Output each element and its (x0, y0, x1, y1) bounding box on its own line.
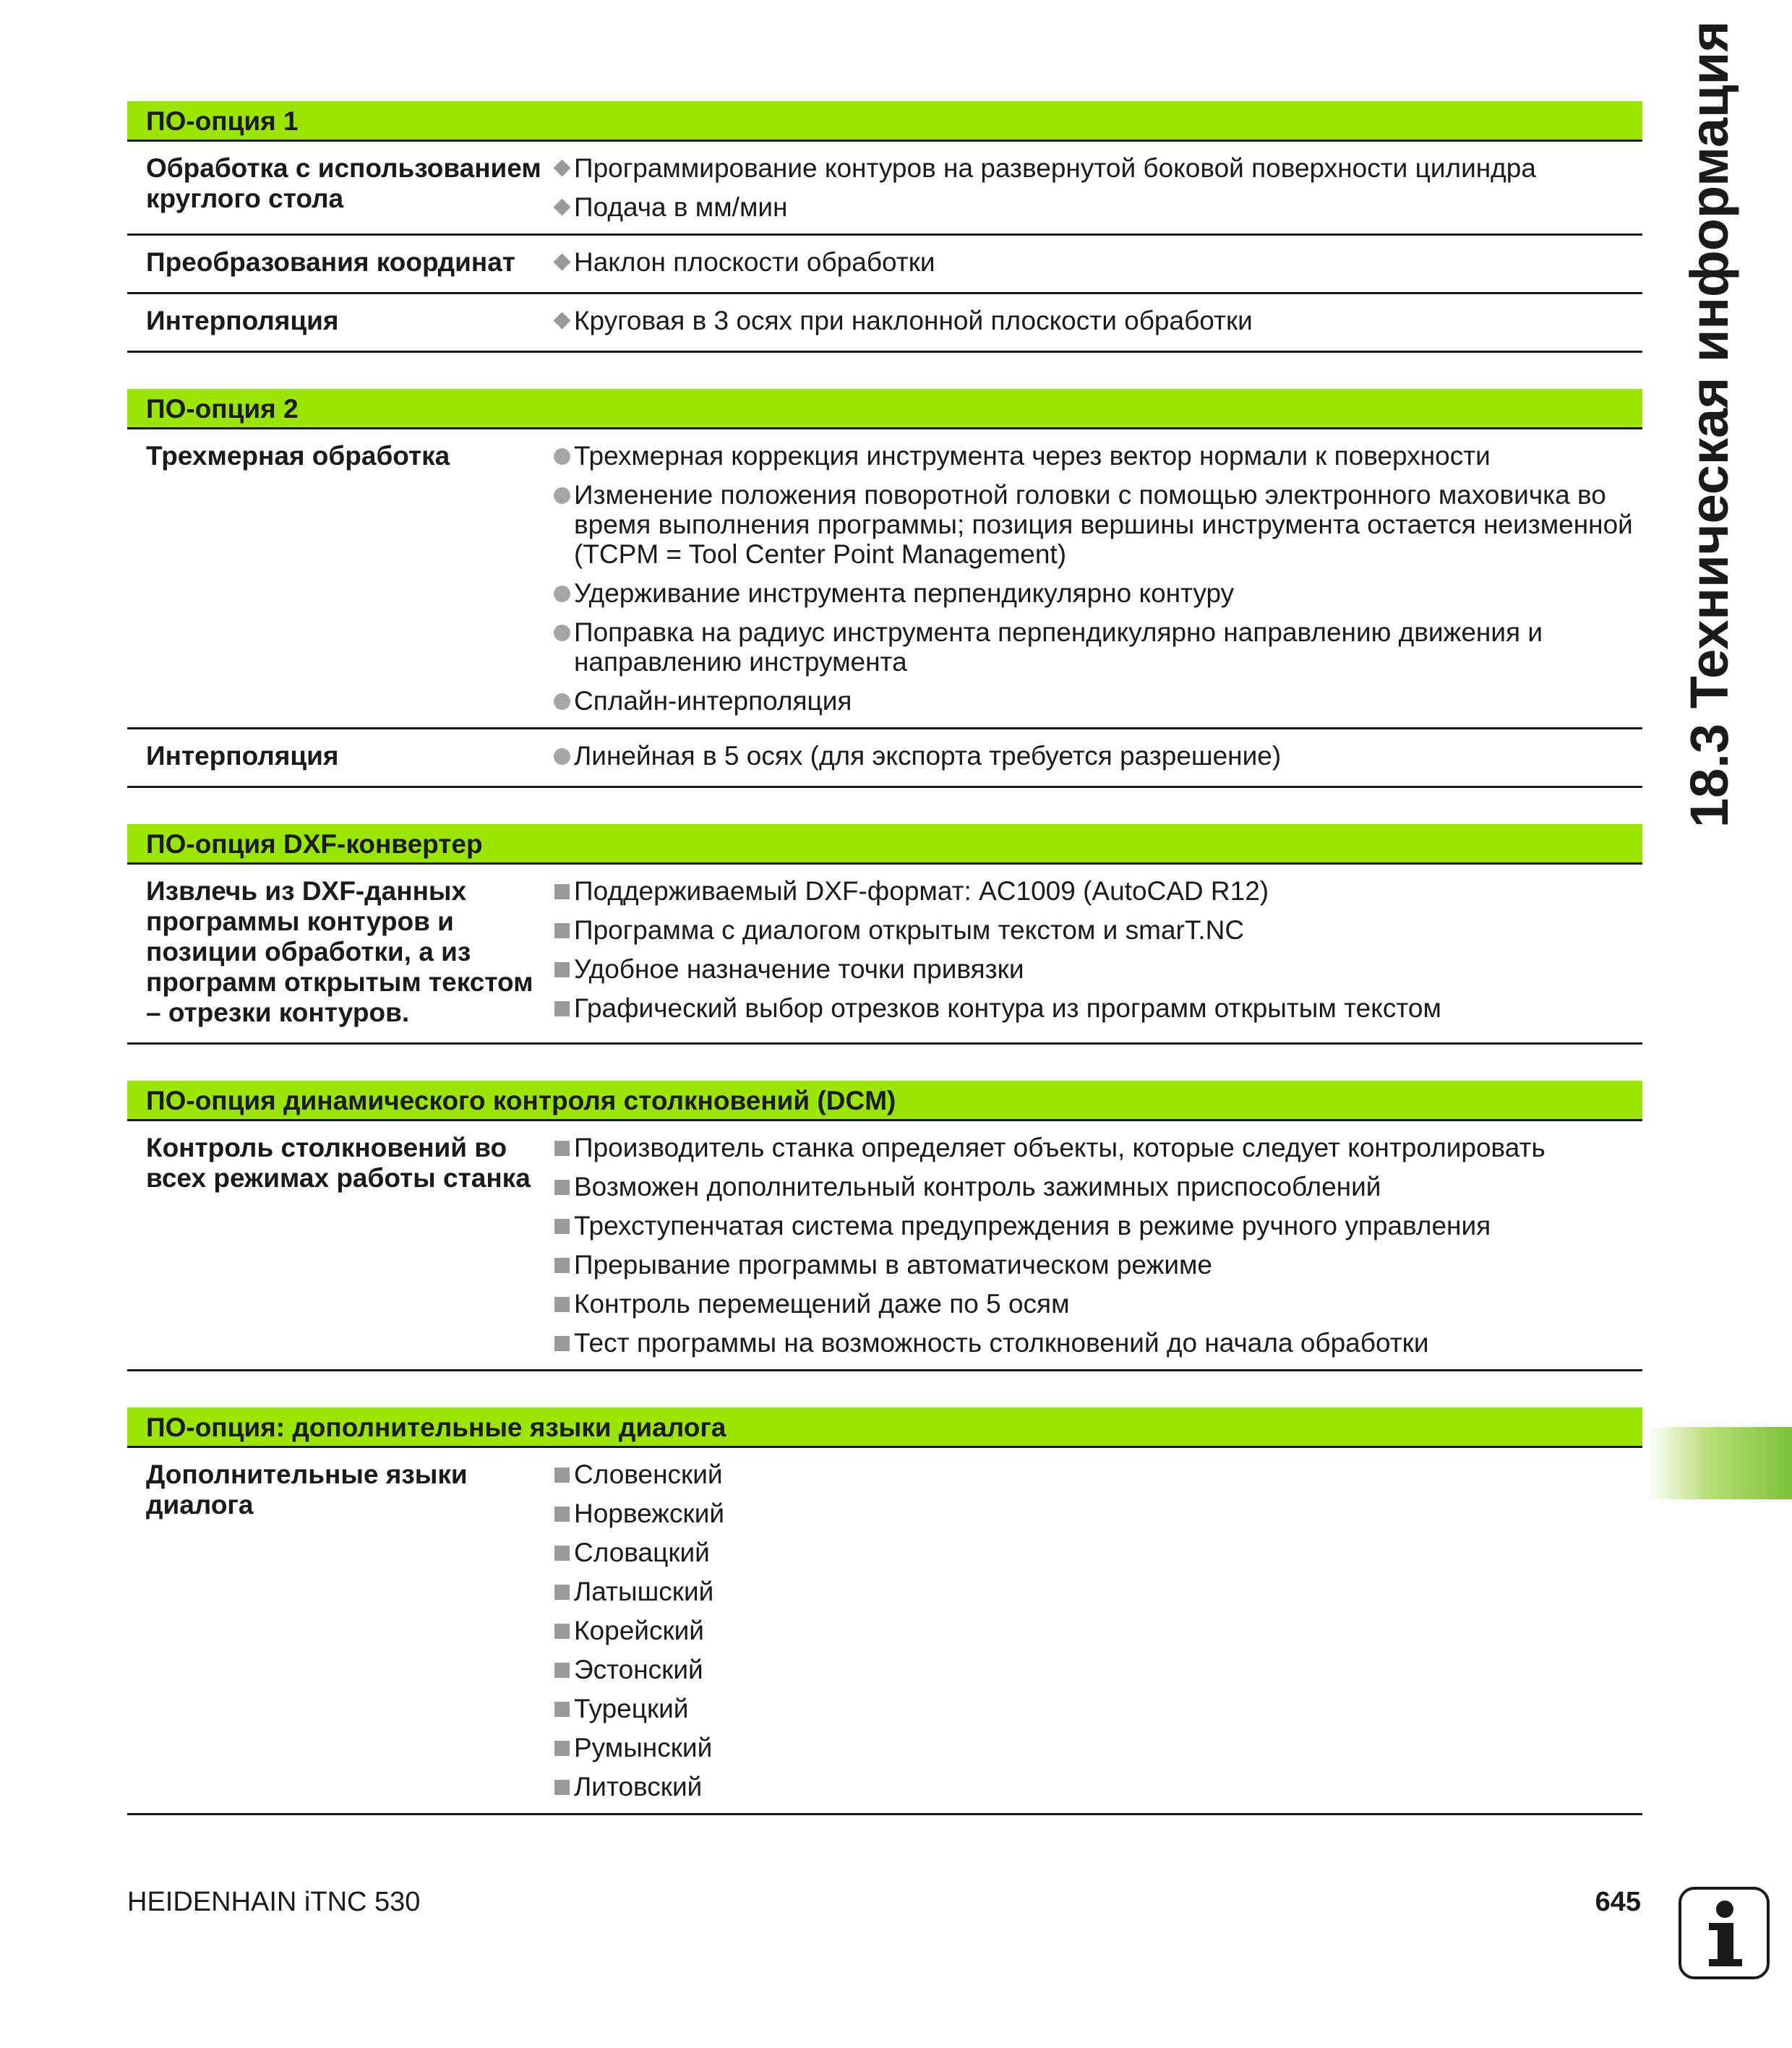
section-header: ПО-опция динамического контроля столкновений (DCM) (127, 1081, 1642, 1121)
square-bullet-icon (551, 1250, 573, 1280)
list-item: Поддерживаемый DXF-формат: AC1009 (AutoCAD R12) (551, 876, 1642, 906)
list-item: Прерывание программы в автоматическом режиме (551, 1250, 1642, 1280)
row-label: Интерполяция (146, 306, 339, 335)
section-header: ПО-опция 2 (127, 389, 1642, 429)
section-dxf-converter (127, 824, 1642, 1045)
page-number: 645 (1595, 1887, 1641, 1917)
table-row (127, 729, 1642, 788)
list-item: Сплайн-интерполяция (551, 686, 1642, 716)
section-software-option-1 (127, 101, 1642, 353)
square-bullet-icon (551, 1133, 573, 1162)
square-bullet-icon (551, 1460, 573, 1489)
list-item: Поправка на радиус инструмента перпендикулярно направлению движения и направлению инструмента (551, 617, 1642, 677)
list-item: Удобное назначение точки привязки (551, 954, 1642, 984)
list-item: Литовский (551, 1772, 1642, 1801)
section-header: ПО-опция 1 (127, 101, 1642, 142)
square-bullet-icon (551, 1772, 573, 1801)
square-bullet-icon (551, 954, 573, 984)
list-item: Трехмерная коррекция инструмента через вектор нормали к поверхности (551, 441, 1642, 471)
square-bullet-icon (551, 1328, 573, 1358)
row-items (551, 429, 1642, 727)
list-item: Турецкий (551, 1694, 1642, 1723)
diamond-bullet-icon (551, 153, 573, 183)
list-item: Корейский (551, 1616, 1642, 1645)
list-item: Румынский (551, 1733, 1642, 1762)
circle-bullet-icon (551, 741, 573, 771)
list-item: Производитель станка определяет объекты, которые следует контролировать (551, 1133, 1642, 1162)
row-label: Извлечь из DXF-данных программы контуров и позиции обработки, а из программ открытым текстом – отрезки контуров. (146, 876, 533, 1027)
square-bullet-icon (551, 1577, 573, 1606)
table-row (127, 1121, 1642, 1371)
list-item: Трехступенчатая система предупреждения в режиме ручного управления (551, 1211, 1642, 1241)
list-item: Круговая в 3 осях при наклонной плоскости обработки (551, 306, 1642, 335)
list-item: Норвежский (551, 1499, 1642, 1528)
section-software-option-2 (127, 389, 1642, 788)
chapter-side-title: 18.3 Техническая информация (1679, 20, 1739, 828)
list-item: Подача в мм/мин (551, 192, 1642, 222)
circle-bullet-icon (551, 686, 573, 716)
square-bullet-icon (551, 1172, 573, 1201)
list-item: Словацкий (551, 1538, 1642, 1567)
diamond-bullet-icon (551, 247, 573, 277)
list-item: Словенский (551, 1460, 1642, 1489)
row-items (551, 236, 1642, 292)
list-item: Изменение положения поворотной головки с помощью электронного маховичка во время выполнения программы; позиция вершины инструмента остается неизменной (TCPM = Tool Center Point Management) (551, 480, 1642, 569)
list-item: Возможен дополнительный контроль зажимных приспособлений (551, 1172, 1642, 1201)
table-row (127, 294, 1642, 353)
section-header: ПО-опция DXF-конвертер (127, 824, 1642, 865)
row-label: Контроль столкновений во всех режимах работы станка (146, 1133, 531, 1193)
circle-bullet-icon (551, 578, 573, 608)
list-item: Контроль перемещений даже по 5 осям (551, 1289, 1642, 1319)
circle-bullet-icon (551, 441, 573, 471)
row-items (551, 294, 1642, 351)
table-row (127, 865, 1642, 1045)
list-item: Эстонский (551, 1655, 1642, 1684)
circle-bullet-icon (551, 617, 573, 677)
table-row (127, 236, 1642, 294)
row-label: Интерполяция (146, 741, 339, 771)
square-bullet-icon (551, 1538, 573, 1567)
list-item: Латышский (551, 1577, 1642, 1606)
square-bullet-icon (551, 1694, 573, 1723)
square-bullet-icon (551, 915, 573, 945)
diamond-bullet-icon (551, 192, 573, 222)
square-bullet-icon (551, 1655, 573, 1684)
document-body (127, 101, 1642, 1851)
row-label: Преобразования координат (146, 247, 515, 277)
section-header: ПО-опция: дополнительные языки диалога (127, 1408, 1642, 1448)
row-items (551, 1448, 1642, 1813)
section-dialog-languages (127, 1408, 1642, 1815)
list-item: Удерживание инструмента перпендикулярно контуру (551, 578, 1642, 608)
square-bullet-icon (551, 1616, 573, 1645)
list-item: Линейная в 5 осях (для экспорта требуется разрешение) (551, 741, 1642, 771)
row-items (551, 865, 1642, 1042)
row-items (551, 729, 1642, 786)
square-bullet-icon (551, 1289, 573, 1319)
info-icon (1679, 1887, 1770, 1979)
circle-bullet-icon (551, 480, 573, 569)
diamond-bullet-icon (551, 306, 573, 335)
row-items (551, 1121, 1642, 1369)
table-row (127, 142, 1642, 236)
footer-product-name: HEIDENHAIN iTNC 530 (127, 1887, 421, 1917)
square-bullet-icon (551, 1733, 573, 1762)
square-bullet-icon (551, 876, 573, 906)
square-bullet-icon (551, 993, 573, 1023)
list-item: Наклон плоскости обработки (551, 247, 1642, 277)
table-row (127, 1448, 1642, 1815)
list-item: Тест программы на возможность столкновений до начала обработки (551, 1328, 1642, 1358)
square-bullet-icon (551, 1211, 573, 1241)
list-item: Графический выбор отрезков контура из программ открытым текстом (551, 993, 1642, 1023)
table-row (127, 429, 1642, 729)
chapter-tab-marker (1647, 1427, 1792, 1499)
square-bullet-icon (551, 1499, 573, 1528)
section-dcm (127, 1081, 1642, 1371)
list-item: Программа с диалогом открытым текстом и smarT.NC (551, 915, 1642, 945)
list-item: Программирование контуров на развернутой боковой поверхности цилиндра (551, 153, 1642, 183)
row-label: Дополнительные языки диалога (146, 1460, 468, 1520)
row-label: Трехмерная обработка (146, 441, 450, 471)
row-items (551, 142, 1642, 233)
row-label: Обработка с использованием круглого стола (146, 153, 541, 213)
